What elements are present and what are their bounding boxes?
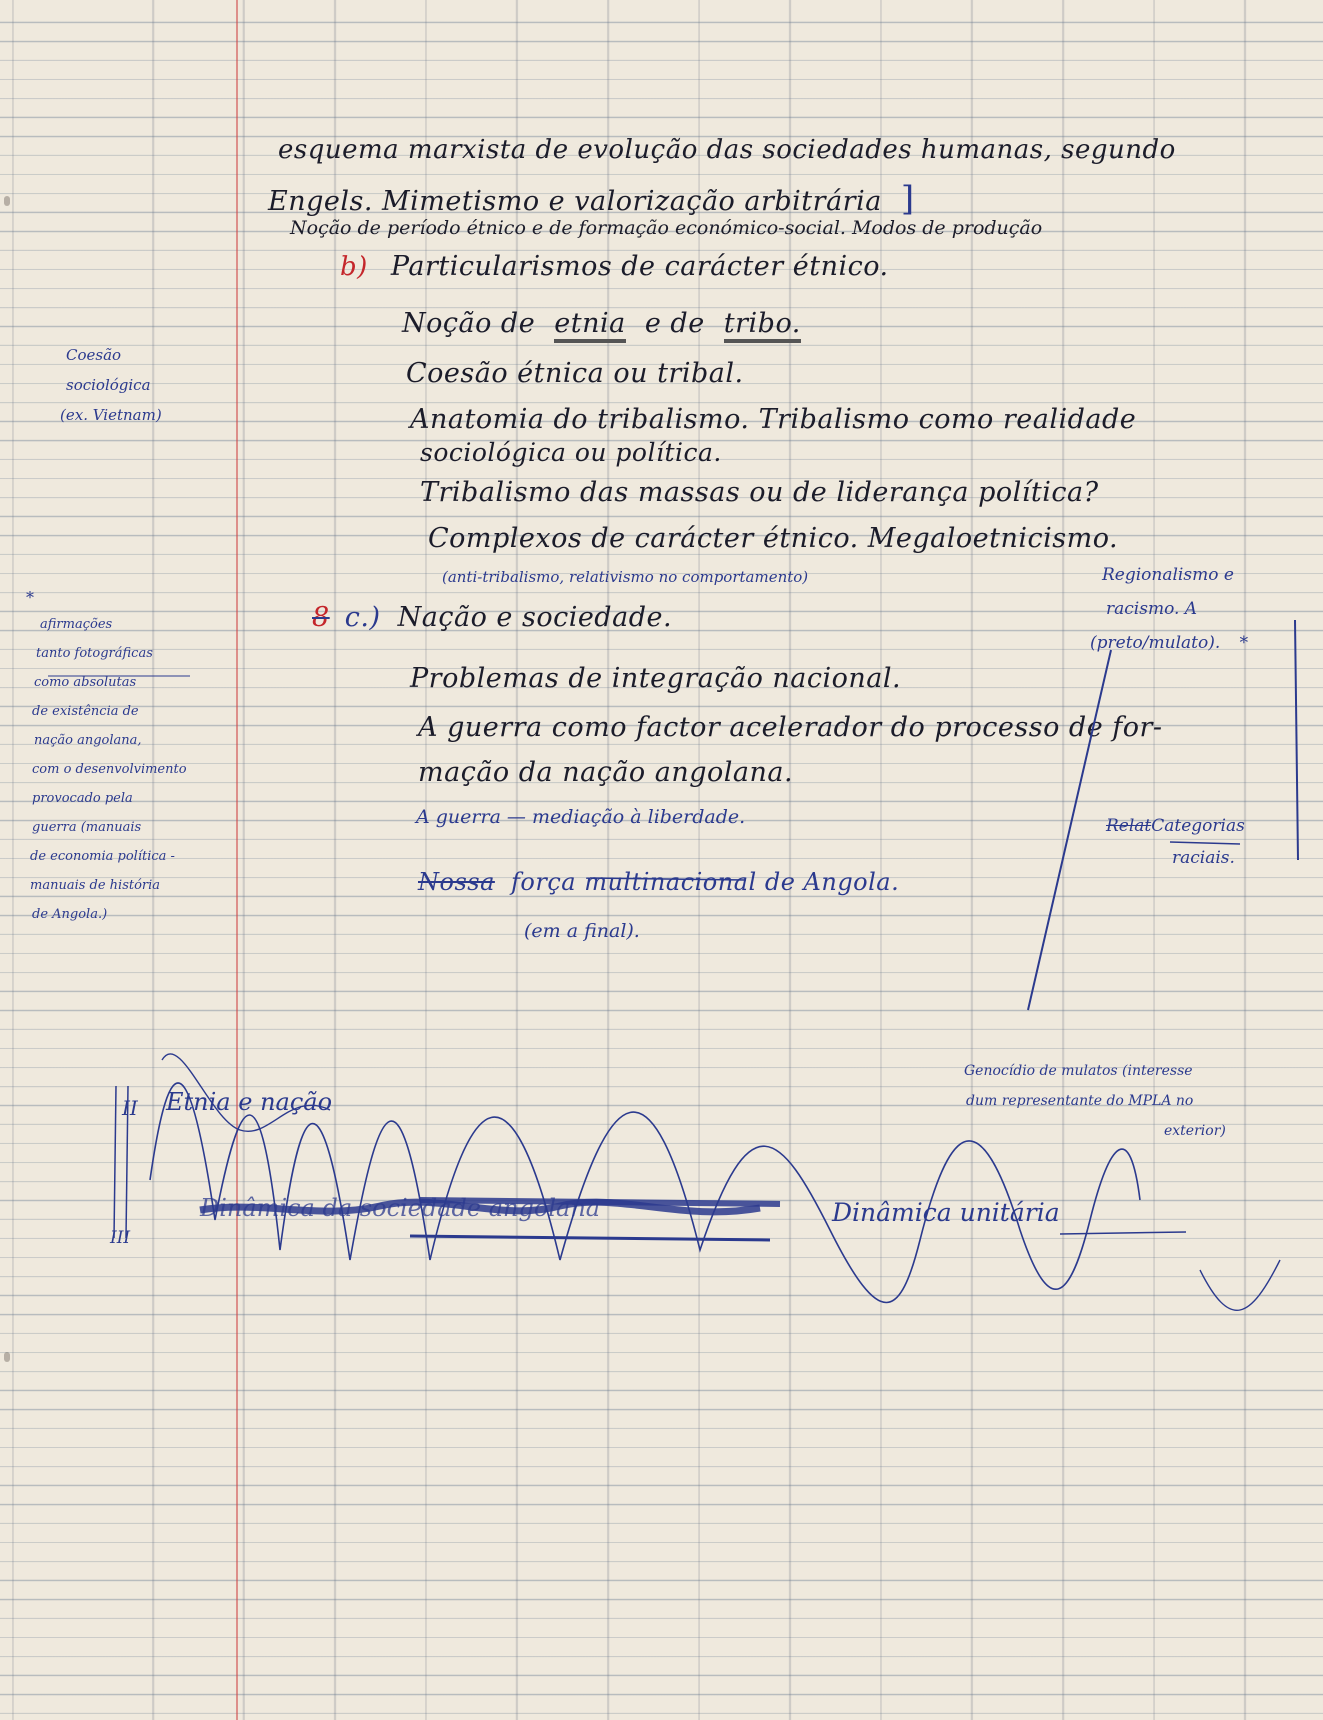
body-line-2-text: Engels. Mimetismo e valorização arbitrária xyxy=(268,186,882,217)
note-line: afirmações xyxy=(40,617,113,632)
struck-word: Nossa xyxy=(418,868,495,896)
roman-numeral-ii: II xyxy=(122,1096,138,1120)
note-line: provocado pela xyxy=(32,791,133,806)
note-line: Regionalismo e xyxy=(1102,565,1234,585)
note-line: Genocídio de mulatos (interesse xyxy=(964,1063,1193,1079)
note-line: (ex. Vietnam) xyxy=(60,406,162,424)
scribble-stroke xyxy=(410,1236,770,1240)
text-fragment: e de xyxy=(644,308,705,339)
note-line: com o desenvolvimento xyxy=(32,762,187,777)
bracket-stroke xyxy=(114,1086,116,1238)
section-b-line-7: (anti-tribalismo, relativismo no comportamento) xyxy=(442,568,809,586)
diagonal-slash-stroke xyxy=(1028,650,1111,1010)
section-b-title: Particularismos de carácter étnico. xyxy=(390,251,889,282)
section-c-line-1: Problemas de integração nacional. xyxy=(410,663,902,694)
note-line: de economia política - xyxy=(30,849,175,864)
bottom-title: Dinâmica unitária xyxy=(832,1198,1060,1227)
bracket-stroke xyxy=(126,1086,128,1238)
section-b-line-4: sociológica ou política. xyxy=(420,438,722,467)
section-b-line-2: Coesão étnica ou tribal. xyxy=(406,358,744,389)
note-line: Coesão xyxy=(66,346,122,364)
section-c-title: Nação e sociedade. xyxy=(397,602,673,633)
roman-numeral-iii: III xyxy=(110,1228,131,1248)
note-text: (preto/mulato). xyxy=(1090,633,1221,653)
note-line: como absolutas xyxy=(34,675,137,690)
section-b-line-5: Tribalismo das massas ou de liderança política? xyxy=(420,477,1099,508)
note-line: guerra (manuais xyxy=(32,820,142,835)
scribble-stroke xyxy=(1200,1260,1280,1310)
body-line-1: esquema marxista de evolução das sociedades humanas, segundo xyxy=(278,135,1176,165)
struck-word: Relat xyxy=(1106,816,1152,836)
bracket-mark: ] xyxy=(900,179,915,219)
margin-bar-stroke xyxy=(1295,620,1298,860)
section-b-line-6: Complexos de carácter étnico. Megaloetnicismo. xyxy=(428,523,1119,554)
underlined-term-etnia: etnia xyxy=(554,308,625,343)
section-b-line-3: Anatomia do tribalismo. Tribalismo como realidade xyxy=(410,404,1137,435)
note-line: racismo. A xyxy=(1106,599,1198,619)
underline-stroke xyxy=(1170,842,1240,844)
note-line: nação angolana, xyxy=(34,733,142,748)
note-line: raciais. xyxy=(1172,848,1235,868)
note-line: tanto fotográficas xyxy=(36,646,153,661)
note-line: exterior) xyxy=(1164,1123,1226,1139)
section-c-line-5-text: força multinacional de Angola. xyxy=(511,868,900,896)
underline-stroke xyxy=(590,878,746,880)
section-c-line-2: A guerra como factor acelerador do processo de for- xyxy=(418,712,1163,743)
note-star: * xyxy=(1239,633,1249,653)
section-c-marker: c.) xyxy=(344,602,381,633)
underline-stroke xyxy=(1060,1232,1186,1234)
underlined-term-tribo: tribo. xyxy=(724,308,801,343)
note-line: sociológica xyxy=(66,376,151,394)
note-text: Categorias xyxy=(1151,816,1245,836)
section-b-marker: b) xyxy=(340,252,368,282)
cancellation-wave-stroke xyxy=(150,1083,1140,1303)
section-c-line-6: (em a final). xyxy=(524,920,640,942)
note-line: de existência de xyxy=(32,704,139,719)
note-line: de Angola.) xyxy=(32,907,108,922)
section-c-line-4: A guerra — mediação à liberdade. xyxy=(416,806,746,828)
note-line: dum representante do MPLA no xyxy=(966,1093,1194,1109)
section-c-line-3: mação da nação angolana. xyxy=(418,757,794,788)
section-c-red-marker: 8 xyxy=(312,602,330,633)
scribble-stroke xyxy=(420,1200,780,1204)
left-margin-star: * xyxy=(26,588,34,607)
note-line: manuais de história xyxy=(30,878,161,893)
text-fragment: Noção de xyxy=(402,308,536,339)
bottom-heading: Etnia e nação xyxy=(166,1088,333,1116)
body-line-3: Noção de período étnico e de formação económico-social. Modos de produção xyxy=(290,217,1043,239)
struck-heading: Dinâmica da sociedade angolana xyxy=(200,1194,601,1222)
